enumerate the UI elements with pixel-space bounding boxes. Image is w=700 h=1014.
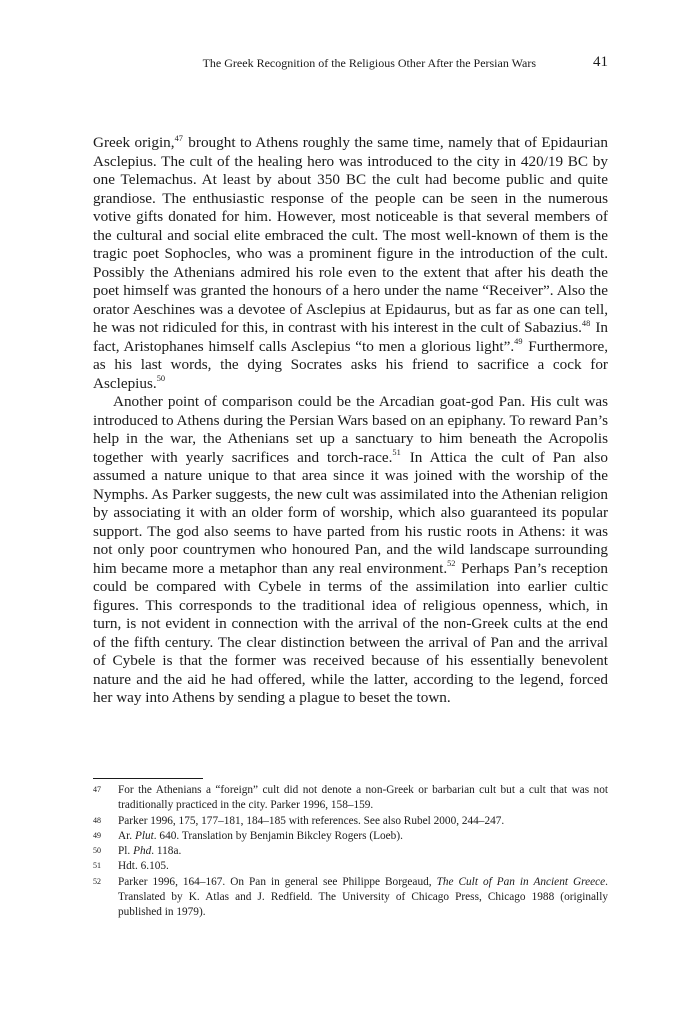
- running-title: The Greek Recognition of the Religious Other After the Persian Wars: [202, 56, 536, 70]
- paragraph: [93, 134, 608, 393]
- footnote-ref[interactable]: 50: [156, 374, 166, 384]
- footnote-ref[interactable]: 49: [514, 337, 523, 347]
- text-run: Another point of comparison could be the Arcadian goat-god Pan. His cult was introduced to Athens during the Persian Wars based on an epiphany. To reward Pan’s help in the war, the Athenians set up a sanctuary to him beneath the Acropolis together with yearly sacrifices and torch-race.: [93, 393, 608, 466]
- footnote-number: 47: [93, 785, 101, 794]
- paragraph: [93, 393, 608, 708]
- footnote-number: 51: [93, 861, 101, 871]
- text-run: Perhaps Pan’s reception could be compared with Cybele in terms of the assimilation into earlier cultic figures. This corresponds to the traditional idea of religious openness, which, in turn, is not evident in connection with the arrival of the non-Greek cults at the end of the fifth century. The clear distinction between the arrival of Pan and the arrival of Cybele is that the former was received because of his essentially benevolent nature and the aid he had offered, while the latter, according to the legend, forced her way into Athens by sending a plague to beset the town.: [93, 559, 608, 706]
- text-run: Furthermore, as his last words, the dying Socrates asks his friend to sacrifice a cock for Asclepius.: [93, 337, 608, 392]
- footnote-text-post: . 118a.: [151, 845, 182, 858]
- footnote-text-pre: Parker 1996, 164–167. On Pan in general see Philippe Borgeaud,: [118, 875, 437, 888]
- page-number: 41: [593, 54, 608, 70]
- footnote: [93, 844, 608, 859]
- text-run: Greek origin,: [93, 134, 175, 151]
- footnote: [93, 875, 608, 921]
- footnote-text: For the Athenians a “foreign” cult did not denote a non-Greek or barbarian cult but a cult that was not traditionally practiced in the city. Parker 1996, 158–159.: [118, 784, 608, 812]
- footnote-text-pre: Ar.: [118, 829, 135, 842]
- footnote-separator: [93, 778, 203, 779]
- text-run: In fact, Aristophanes himself calls Asclepius “to men a glorious light”.: [93, 319, 608, 355]
- text-run: brought to Athens roughly the same time, namely that of Epidaurian Asclepius. The cult of the healing hero was introduced to the city in 420/19 BC by one Telemachus. At least by about 350 BC the cult had become public and quite grandiose. The enthusiastic response of the people can be seen in the numerous votive gifts donated for him. However, most noticeable is that several members of the cultural and social elite embraced the cult. The most well-known of them is the tragic poet Sophocles, who was a prominent figure in the introduction of the cult. Possibly the Athenians admired his role even to the extent that after his death the poet himself was granted the honours of a hero under the name “Receiver”. Also the orator Aeschines was a devotee of Asclepius at Epidaurus, but as far as one can tell, he was not ridiculed for this, in contrast with his interest in the cult of Sabazius.: [93, 134, 608, 336]
- footnote: [93, 829, 608, 844]
- footnote-number: 48: [93, 815, 101, 825]
- text-run: In Attica the cult of Pan also assumed a nature unique to that area since it was joined with the worship of the Nymphs. As Parker suggests, the new cult was assimilated into the Athenian religion by associating it with an older form of worship, which also guaranteed its popular support. The god also seems to have parted from his rustic roots in Athens: it was not only poor countrymen who honoured Pan, and the wild landscape surrounding him became more a metaphor than any real environment.: [93, 448, 608, 577]
- book-title: The Cult of Pan in Ancient Greece: [436, 875, 606, 888]
- footnote: [93, 859, 608, 874]
- footnote-ref[interactable]: 48: [581, 318, 591, 328]
- footnote-text: Parker 1996, 175, 177–181, 184–185 with references. See also Rubel 2000, 244–247.: [118, 814, 505, 827]
- footnote-text-pre: Pl.: [118, 845, 134, 858]
- work-title: Plut: [134, 829, 154, 842]
- footnote: [93, 814, 608, 829]
- footnote-text-post: . Translated by K. Atlas and J. Redfield. The University of Chicago Press, Chicago 1988 (originally published in 1979).: [118, 875, 608, 919]
- footnote-ref[interactable]: 47: [174, 133, 183, 143]
- running-head: [93, 54, 608, 74]
- work-title: Phd: [133, 845, 152, 858]
- footnote-ref[interactable]: 52: [447, 559, 456, 569]
- footnote-number: 50: [93, 846, 101, 856]
- main-text: [93, 134, 608, 708]
- footnote-number: 52: [93, 876, 101, 886]
- footnote-ref[interactable]: 51: [392, 448, 401, 458]
- footnotes: [93, 783, 608, 921]
- footnote: [93, 783, 608, 814]
- footnote-text-post: . 640. Translation by Benjamin Bikcley Rogers (Loeb).: [153, 829, 403, 842]
- footnote-text: Hdt. 6.105.: [118, 860, 169, 873]
- footnote-number: 49: [93, 830, 101, 840]
